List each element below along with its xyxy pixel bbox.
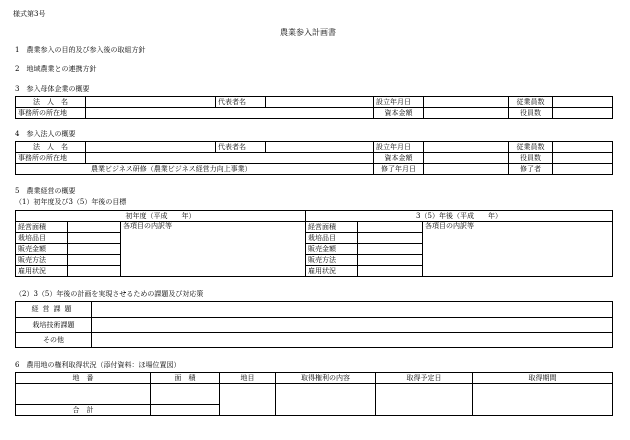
row-label: 雇用状況 <box>306 266 358 277</box>
field-area[interactable] <box>151 384 220 405</box>
field-established[interactable] <box>424 142 509 153</box>
section-5-2-heading: （2）3（5）年後の計画を実現させるための課題及び対応策 <box>15 290 204 298</box>
entrant-corp-table <box>15 141 613 175</box>
label-corp-name: 法 人 名 <box>16 142 86 153</box>
section-3-heading: 3 参入母体企業の概要 <box>15 85 90 93</box>
field-corp-name[interactable] <box>86 142 216 153</box>
document-title: 農業参入計画書 <box>280 28 336 37</box>
field-office-location[interactable] <box>86 153 374 164</box>
field-later-value[interactable] <box>358 233 423 244</box>
section-4-heading: 4 参入法人の概要 <box>15 130 76 138</box>
label-total: 合 計 <box>16 405 151 416</box>
first-breakdown[interactable]: 各項目の内訳等 <box>121 222 306 277</box>
row-label: 経営面積 <box>306 222 358 233</box>
field-representative[interactable] <box>266 97 374 108</box>
header-planned-date: 取得予定日 <box>376 373 473 384</box>
field-first-value[interactable] <box>68 222 121 233</box>
label-training: 農業ビジネス研修（農業ビジネス経営力向上事業） <box>16 164 374 175</box>
header-period: 取得期間 <box>473 373 613 384</box>
header-land-category: 地目 <box>220 373 276 384</box>
field-later-value[interactable] <box>358 244 423 255</box>
field-land-category[interactable] <box>220 384 276 416</box>
field-employees[interactable] <box>553 142 613 153</box>
field-established[interactable] <box>424 97 509 108</box>
section-5-heading: 5 農業経営の概要 <box>15 187 76 195</box>
label-management-issue: 経営課題 <box>16 302 92 318</box>
header-first-year: 初年度（平成 年） <box>16 211 306 222</box>
label-other: その他 <box>16 333 92 348</box>
field-period[interactable] <box>473 384 613 416</box>
field-other[interactable] <box>92 333 613 348</box>
label-established: 設立年月日 <box>374 97 424 108</box>
label-capital: 資本金額 <box>374 108 424 119</box>
row-label: 雇用状況 <box>16 266 68 277</box>
field-capital[interactable] <box>424 153 509 164</box>
field-cultivation-issue[interactable] <box>92 318 613 333</box>
label-employees: 従業員数 <box>509 142 553 153</box>
label-capital: 資本金額 <box>374 153 424 164</box>
field-total-area[interactable] <box>151 405 220 416</box>
row-label: 販売金額 <box>306 244 358 255</box>
field-first-value[interactable] <box>68 266 121 277</box>
label-representative: 代表者名 <box>216 97 266 108</box>
field-officers[interactable] <box>553 153 613 164</box>
section-6-heading: 6 農用地の権利取得状況（添付資料：ほ場位置図） <box>15 361 181 369</box>
field-first-value[interactable] <box>68 233 121 244</box>
row-label: 販売方法 <box>16 255 68 266</box>
label-officers: 役員数 <box>509 108 553 119</box>
field-later-value[interactable] <box>358 222 423 233</box>
label-graduates: 修了者 <box>509 164 553 175</box>
field-completion-date[interactable] <box>424 164 509 175</box>
field-corp-name[interactable] <box>86 97 216 108</box>
label-cultivation-issue: 栽培技術課題 <box>16 318 92 333</box>
section-1-heading: 1 農業参入の目的及び参入後の取組方針 <box>15 46 146 54</box>
label-office-location: 事務所の所在地 <box>16 108 86 119</box>
section-5-1-heading: （1）初年度及び3（5）年後の目標 <box>15 198 127 206</box>
field-planned-date[interactable] <box>376 384 473 416</box>
row-label: 販売金額 <box>16 244 68 255</box>
field-office-location[interactable] <box>86 108 374 119</box>
header-right-content: 取得権利の内容 <box>276 373 376 384</box>
land-rights-table <box>15 372 613 416</box>
field-right-content[interactable] <box>276 384 376 416</box>
management-goals-table <box>15 210 613 277</box>
label-corp-name: 法 人 名 <box>16 97 86 108</box>
field-officers[interactable] <box>553 108 613 119</box>
field-lot-number[interactable] <box>16 384 151 405</box>
field-management-issue[interactable] <box>92 302 613 318</box>
parent-company-table <box>15 96 613 119</box>
section-2-heading: 2 地域農業との連携方針 <box>15 65 97 73</box>
label-completion-date: 修了年月日 <box>374 164 424 175</box>
label-employees: 従業員数 <box>509 97 553 108</box>
form-number: 様式第3号 <box>13 10 46 18</box>
row-label: 販売方法 <box>306 255 358 266</box>
field-later-value[interactable] <box>358 266 423 277</box>
field-first-value[interactable] <box>68 255 121 266</box>
field-graduates[interactable] <box>553 164 613 175</box>
label-officers: 役員数 <box>509 153 553 164</box>
field-later-value[interactable] <box>358 255 423 266</box>
field-capital[interactable] <box>424 108 509 119</box>
label-office-location: 事務所の所在地 <box>16 153 86 164</box>
row-label: 栽培品目 <box>306 233 358 244</box>
field-first-value[interactable] <box>68 244 121 255</box>
row-label: 栽培品目 <box>16 233 68 244</box>
label-representative: 代表者名 <box>216 142 266 153</box>
issues-table <box>15 301 613 348</box>
field-representative[interactable] <box>266 142 374 153</box>
header-later-year: 3（5）年後（平成 年） <box>306 211 613 222</box>
later-breakdown[interactable]: 各項目の内訳等 <box>423 222 613 277</box>
header-area: 面 積 <box>151 373 220 384</box>
row-label: 経営面積 <box>16 222 68 233</box>
label-established: 設立年月日 <box>374 142 424 153</box>
field-employees[interactable] <box>553 97 613 108</box>
header-lot-number: 地 番 <box>16 373 151 384</box>
